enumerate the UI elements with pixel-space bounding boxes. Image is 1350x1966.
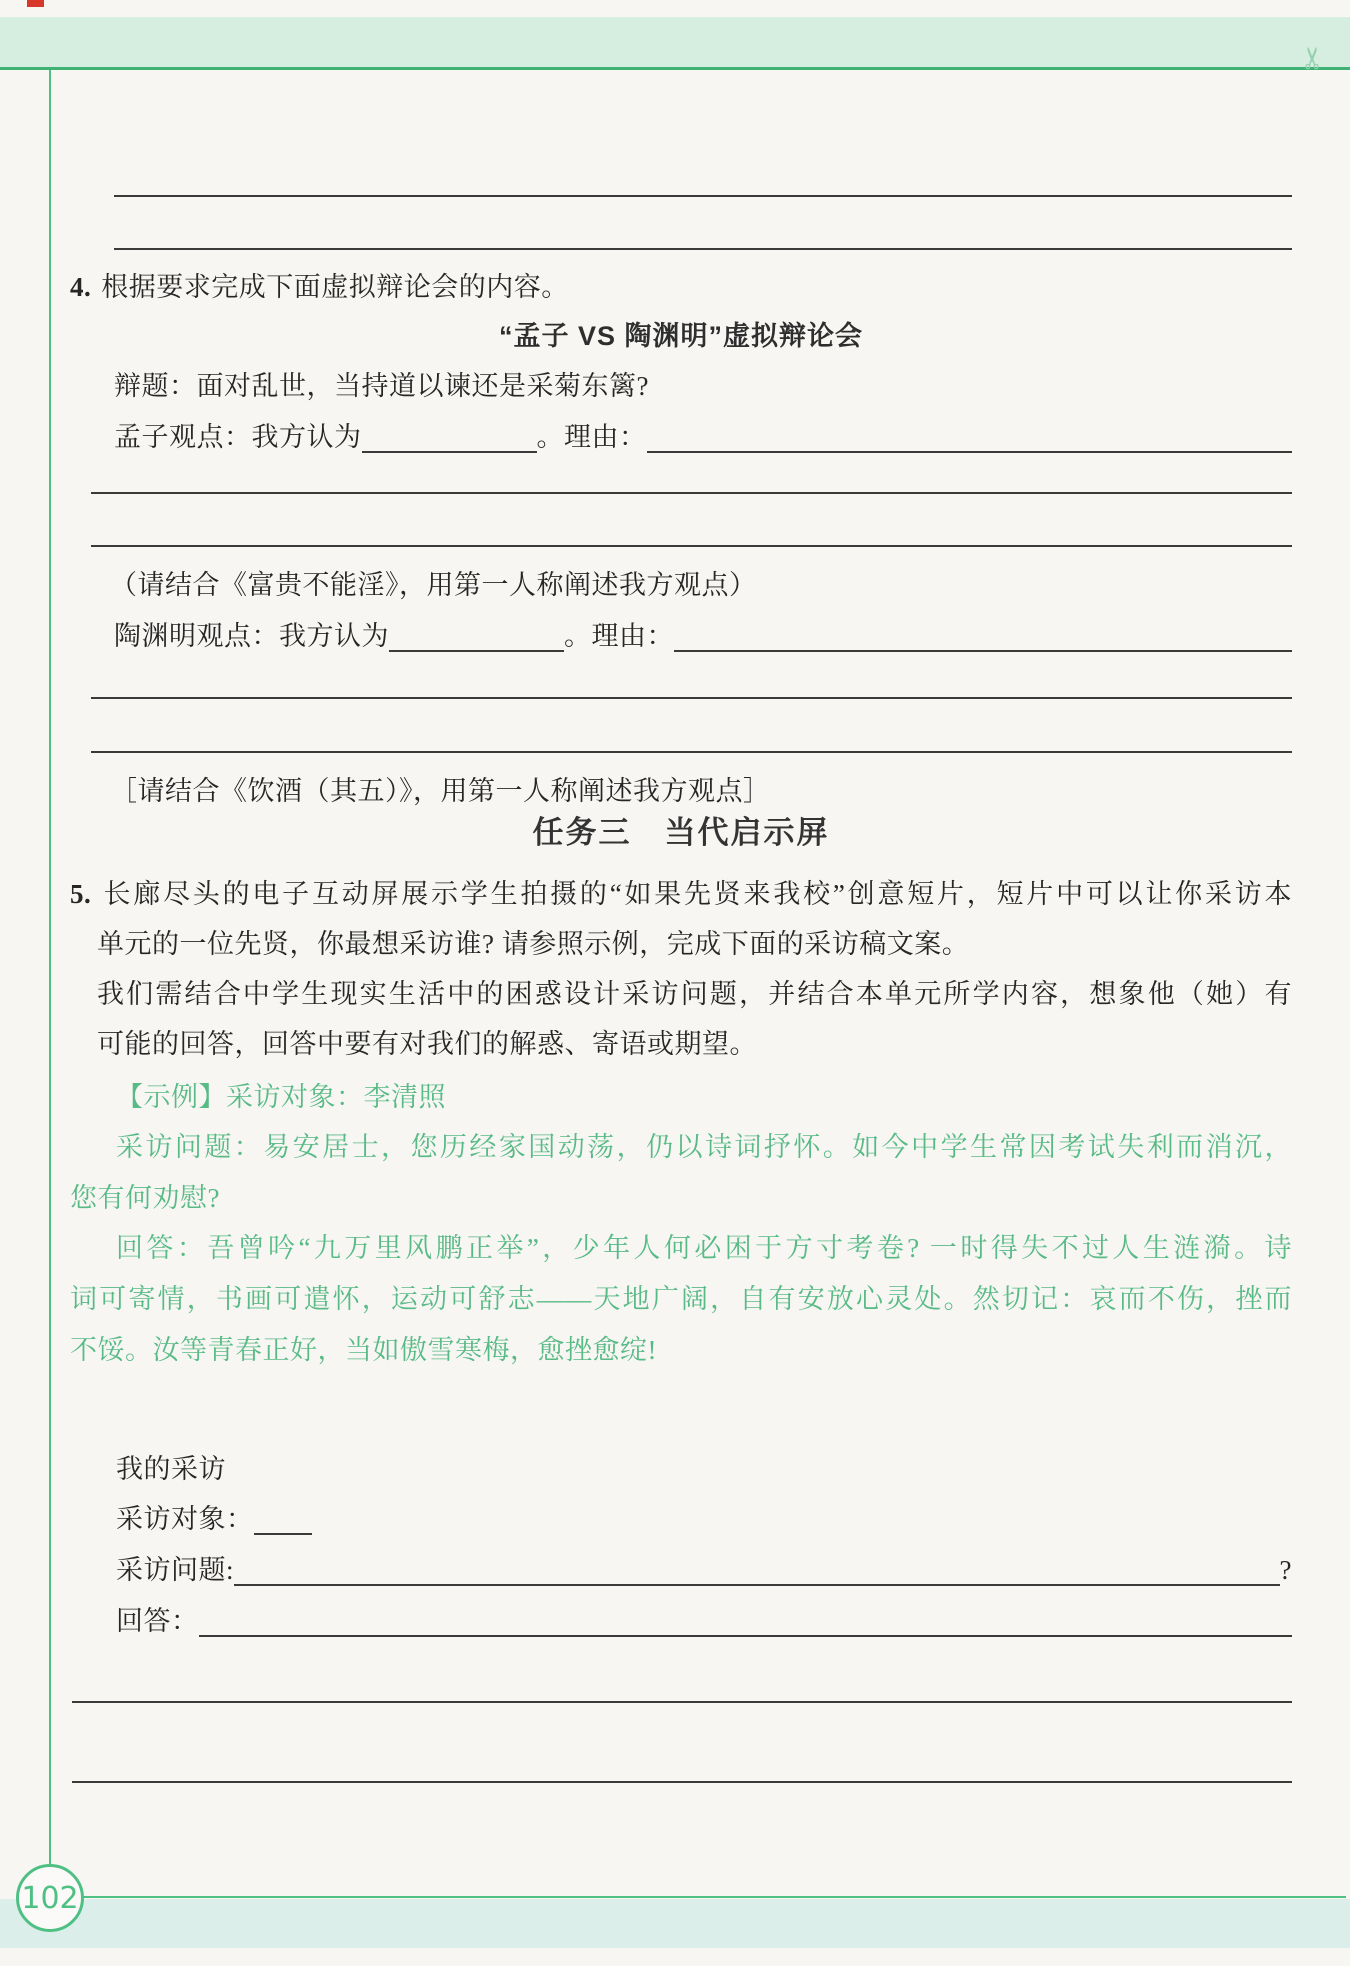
blank-underline	[234, 1545, 1280, 1586]
blank-underline	[674, 611, 1292, 652]
item5-line: 单元的一位先贤，你最想采访谁? 请参照示例，完成下面的采访稿文案。	[97, 929, 970, 959]
page-number-badge	[16, 1864, 84, 1932]
bottom-border-line	[49, 1896, 1346, 1898]
item5-line-text: 长廊尽头的电子互动屏展示学生拍摄的“如果先贤来我校”创意短片，短片中可以让你采访本	[101, 879, 1292, 909]
item4-prompt	[70, 262, 1292, 312]
item5-line: 可能的回答，回答中要有对我们的解惑、寄语或期望。	[97, 1029, 757, 1059]
answer-line	[91, 497, 1292, 547]
interview-target-label: 采访对象：	[116, 1504, 254, 1534]
left-border-line	[49, 70, 51, 1870]
interview-answer-label: 回答：	[116, 1606, 199, 1636]
my-interview-title: 我的采访	[116, 1454, 226, 1484]
item4-prompt-text: 根据要求完成下面虚拟辩论会的内容。	[101, 272, 569, 302]
bottom-band	[0, 1899, 1350, 1948]
example-line: 回答：吾曾吟“九万里风鹏正举”，少年人何必困于方寸考卷? 一时得失不过人生涟漪。诗	[116, 1233, 1292, 1263]
answer-line	[114, 147, 1292, 197]
top-border-band	[0, 17, 1350, 70]
section-heading: 任务三 当代启示屏	[532, 815, 830, 850]
mengzi-note: （请结合《富贵不能淫》，用第一人称阐述我方观点）	[110, 570, 757, 600]
answer-line	[91, 649, 1292, 699]
example-line: 采访问题：易安居士，您历经家国动荡，仍以诗词抒怀。如今中学生常因考试失利而消沉，	[116, 1132, 1292, 1162]
tao-note: ［请结合《饮酒（其五）》，用第一人称阐述我方观点］	[110, 776, 771, 806]
tao-view-label: 陶渊明观点：我方认为	[114, 621, 389, 651]
example-line: 不馁。汝等青春正好，当如傲雪寒梅，愈挫愈绽!	[70, 1335, 657, 1365]
question-mark: ?	[1279, 1555, 1292, 1585]
debate-title: “孟子 VS 陶渊明”虚拟辩论会	[498, 321, 864, 351]
interview-question-row	[70, 1545, 1292, 1595]
mengzi-view-label: 孟子观点：我方认为	[114, 422, 362, 452]
page-number: 102	[21, 1880, 79, 1916]
mengzi-reason-label: 。理由：	[536, 422, 647, 452]
item5-line: 我们需结合中学生现实生活中的困惑设计采访问题，并结合本单元所学内容，想象他（她）有	[97, 979, 1292, 1009]
example-line: 您有何劝慰?	[70, 1183, 220, 1213]
blank-underline	[389, 611, 564, 652]
answer-line	[91, 444, 1292, 494]
interview-question-label: 采访问题:	[116, 1555, 235, 1585]
item5-number: 5.	[70, 879, 92, 909]
interview-target-row	[70, 1494, 1292, 1544]
blank-underline	[199, 1596, 1293, 1637]
scan-red-mark	[27, 0, 44, 7]
debate-topic: 辩题：面对乱世，当持道以谏还是采菊东篱?	[114, 371, 649, 401]
item5-line	[70, 869, 1292, 919]
example-line: 【示例】采访对象：李清照	[116, 1082, 446, 1112]
answer-line	[91, 703, 1292, 753]
answer-line	[72, 1733, 1292, 1783]
blank-underline	[254, 1494, 312, 1535]
answer-line	[114, 200, 1292, 250]
tao-reason-label: 。理由：	[564, 621, 674, 651]
example-line: 词可寄情，书画可遣怀，运动可舒志——天地广阔，自有安放心灵处。然切记：哀而不伤，挫而	[70, 1284, 1292, 1314]
scissors-cut-icon: ✂	[1296, 45, 1331, 71]
answer-line	[72, 1653, 1292, 1703]
item4-number: 4.	[70, 272, 92, 302]
interview-answer-row	[70, 1596, 1292, 1646]
